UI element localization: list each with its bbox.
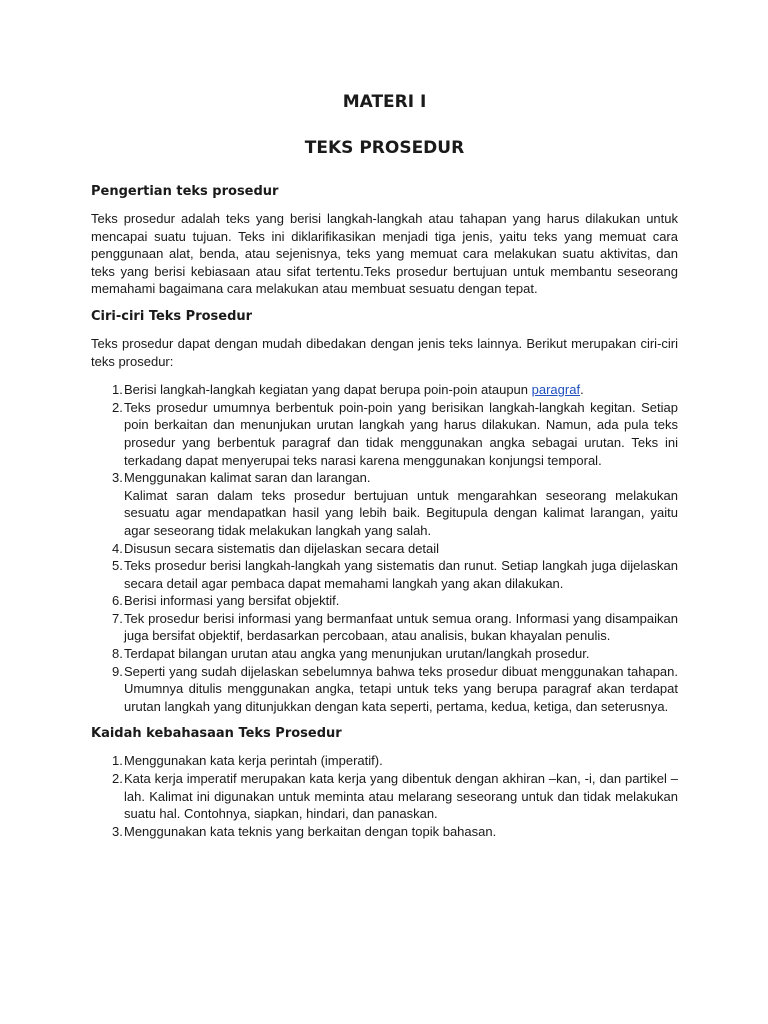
- list-text: Teks prosedur berisi langkah-langkah yang sistematis dan runut. Setiap langkah juga dijelaskan secara detail agar pembaca dapat memahami langkah yang akan dilakukan.: [124, 558, 678, 591]
- list-item: [91, 823, 678, 841]
- list-number: 1.: [112, 753, 123, 769]
- list-number: 2.: [112, 771, 123, 787]
- list-number: 5.: [112, 558, 123, 574]
- document-subtitle: TEKS PROSEDUR: [304, 138, 465, 158]
- list-text: Menggunakan kalimat saran dan larangan.: [124, 470, 371, 486]
- section-heading-ciri-ciri: Ciri-ciri Teks Prosedur: [91, 308, 253, 324]
- list-item: [91, 752, 678, 770]
- list-text: Kata kerja imperatif merupakan kata kerja yang dibentuk dengan akhiran –kan, -i, dan partikel –lah. Kalimat ini digunakan untuk meminta atau melarang seseorang untuk dan tidak melakukan suatu hal. Contohnya, siapkan, hindari, dan panaskan.: [124, 771, 678, 822]
- list-text: Tek prosedur berisi informasi yang bermanfaat untuk semua orang. Informasi yang disampaikan juga bersifat objektif, berdasarkan percobaan, atau analisis, bukan khayalan penulis.: [124, 610, 678, 644]
- list-item: [91, 469, 678, 539]
- list-text: Berisi informasi yang bersifat objektif.: [124, 593, 340, 609]
- paragraf-link[interactable]: paragraf: [531, 382, 581, 398]
- list-item: [91, 610, 678, 645]
- list-number: 4.: [112, 540, 123, 556]
- list-item: [91, 381, 678, 399]
- list-text: Menggunakan kata teknis yang berkaitan dengan topik bahasan.: [124, 823, 497, 839]
- paragraph-ciri-ciri-intro: Teks prosedur dapat dengan mudah dibedakan dengan jenis teks lainnya. Berikut merupakan ciri-ciri teks prosedur:: [91, 335, 678, 369]
- ciri-ciri-list: [91, 381, 678, 715]
- list-number: 7.: [112, 610, 123, 626]
- list-item: [91, 540, 678, 558]
- list-text: Disusun secara sistematis dan dijelaskan secara detail: [124, 540, 440, 556]
- list-number: 3.: [112, 823, 123, 839]
- section-heading-pengertian: Pengertian teks prosedur: [91, 184, 279, 199]
- list-text: Teks prosedur umumnya berbentuk poin-poin yang berisikan langkah-langkah kegitan. Setiap poin berkaitan dan menunjukan urutan langkah yang harus dilakukan. Namun, ada pula teks prosedur yang berbentuk paragraf dan tidak menggunakan angka sebagai urutan. Teks ini terkadang dapat menyerupai teks narasi karena menggunakan konjungsi temporal.: [124, 399, 678, 468]
- list-text: Menggunakan kata kerja perintah (imperatif).: [124, 753, 383, 769]
- list-text: Berisi langkah-langkah kegiatan yang dapat berupa poin-poin ataupun: [124, 382, 532, 398]
- list-number: 2.: [112, 399, 123, 415]
- kaidah-list: [91, 752, 678, 840]
- list-number: 3.: [112, 470, 123, 486]
- paragraph-pengertian: Teks prosedur adalah teks yang berisi langkah-langkah atau tahapan yang harus dilakukan untuk mencapai suatu tujuan. Teks ini diklarifikasikan menjadi tiga jenis, yaitu teks yang memuat cara penggunaan alat, benda, atau sejenisnya, teks yang memuat cara melakukan suatu aktivitas, dan teks yang berisi kebiasaan atau sifat tertentu.Teks prosedur bertujuan untuk membantu seseorang memahami bagaimana cara melakukan atau membuat sesuatu dengan tepat.: [91, 211, 678, 297]
- list-number: 9.: [112, 663, 123, 679]
- list-text: Seperti yang sudah dijelaskan sebelumnya bahwa teks prosedur dibuat menggunakan tahapan. Umumnya ditulis menggunakan angka, tetapi untuk teks yang berupa paragraf akan terdapat urutan langkah yang ditunjukkan dengan kata seperti, pertama, kedua, ketiga, dan seterusnya.: [124, 663, 678, 714]
- document-title: MATERI I: [342, 92, 427, 112]
- list-text-continued: Kalimat saran dalam teks prosedur bertujuan untuk mengarahkan seseorang melakukan sesuatu agar mendapatkan hasil yang lebih baik. Begitupula dengan kalimat larangan, yaitu agar seseorang tidak melakukan langkah yang salah.: [124, 487, 678, 538]
- list-number: 6.: [112, 593, 123, 609]
- list-text: Terdapat bilangan urutan atau angka yang menunjukan urutan/langkah prosedur.: [124, 646, 590, 662]
- list-item: [91, 663, 678, 716]
- document-content: [91, 92, 678, 840]
- list-number: 8.: [112, 646, 123, 662]
- list-item: [91, 399, 678, 469]
- list-item: [91, 592, 678, 610]
- list-text-end: .: [580, 382, 584, 398]
- section-heading-kaidah: Kaidah kebahasaan Teks Prosedur: [91, 726, 342, 742]
- list-item: [91, 557, 678, 592]
- list-number: 1.: [112, 382, 123, 398]
- list-item: [91, 770, 678, 823]
- list-item: [91, 645, 678, 663]
